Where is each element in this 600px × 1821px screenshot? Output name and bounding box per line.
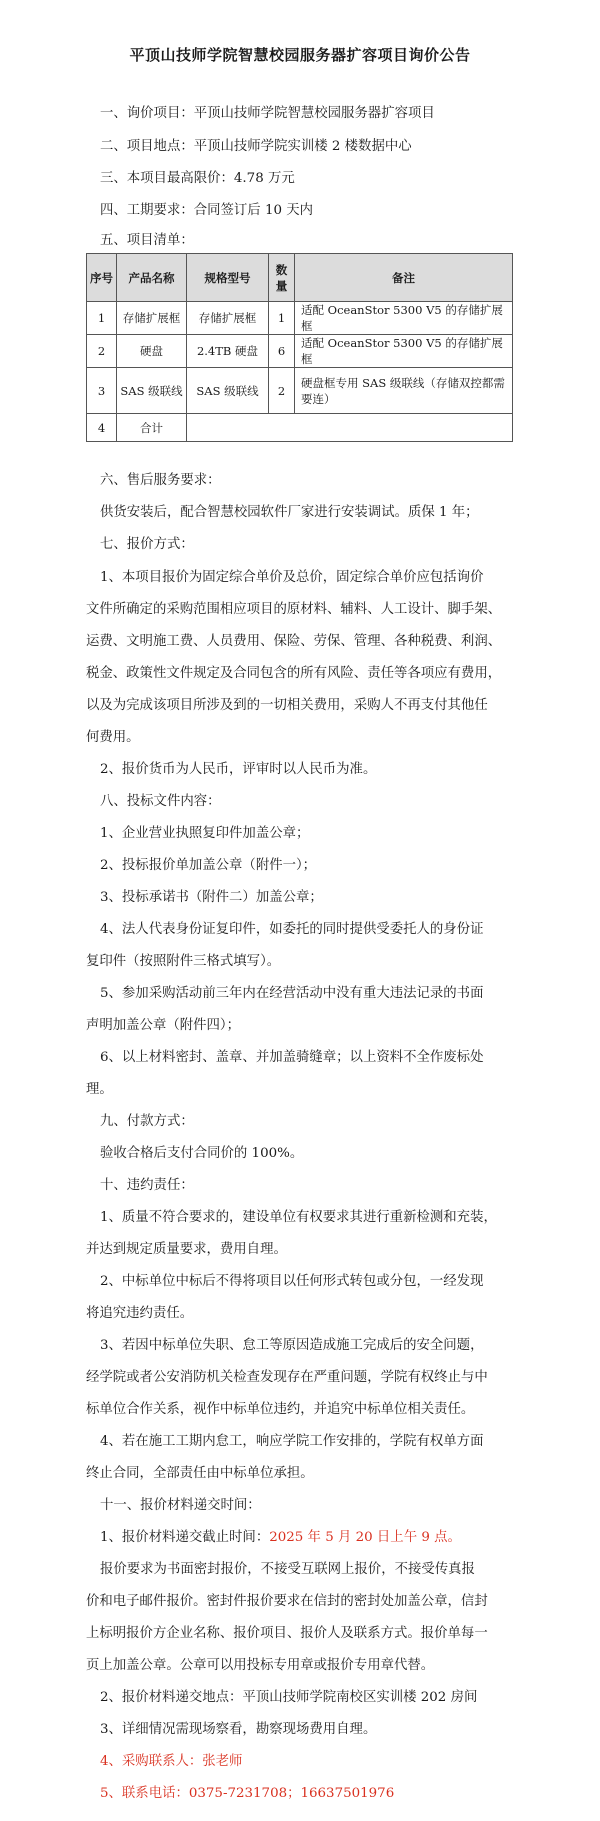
cell-total-value bbox=[187, 414, 513, 442]
cell-qty: 2 bbox=[269, 368, 295, 414]
cell-note: 硬盘框专用 SAS 级联线（存储双控都需要连） bbox=[295, 368, 513, 414]
cell-no: 3 bbox=[87, 368, 117, 414]
submission-requirement-line: 页上加盖公章。公章可以用投标专用章或报价专用章代替。 bbox=[86, 1658, 435, 1673]
bid-doc-1: 1、企业营业执照复印件加盖公章； bbox=[100, 826, 310, 841]
cell-spec: 存储扩展框 bbox=[187, 302, 269, 335]
liability-2-line: 将追究违约责任。 bbox=[86, 1306, 194, 1321]
liability-1-line: 1、质量不符合要求的，建设单位有权要求其进行重新检测和充装， bbox=[100, 1210, 497, 1225]
quote-method-2: 2、报价货币为人民币，评审时以人民币为准。 bbox=[100, 762, 377, 777]
bid-doc-3: 3、投标承诺书（附件二）加盖公章； bbox=[100, 890, 323, 905]
cell-qty: 6 bbox=[269, 335, 295, 368]
item-table bbox=[86, 253, 513, 442]
liability-4-line: 终止合同，全部责任由中标单位承担。 bbox=[86, 1466, 314, 1481]
table-row bbox=[87, 335, 513, 368]
contact-phone: 5、联系电话：0375-7231708；16637501976 bbox=[100, 1786, 395, 1801]
section-payment: 九、付款方式： bbox=[100, 1114, 194, 1129]
cell-spec: SAS 级联线 bbox=[187, 368, 269, 414]
deadline-label: 1、报价材料递交截止时间： bbox=[100, 1530, 270, 1545]
cell-name: 存储扩展框 bbox=[117, 302, 187, 335]
section-location: 二、项目地点：平顶山技师学院实训楼 2 楼数据中心 bbox=[100, 139, 412, 154]
bid-doc-6-line: 6、以上材料密封、盖章、并加盖骑缝章；以上资料不全作废标处 bbox=[100, 1050, 484, 1065]
section-item-list: 五、项目清单： bbox=[100, 233, 194, 248]
bid-doc-4-line: 4、法人代表身份证复印件，如委托的同时提供受委托人的身份证 bbox=[100, 922, 484, 937]
bid-doc-6-line: 理。 bbox=[86, 1082, 113, 1097]
cell-note: 适配 OceanStor 5300 V5 的存储扩展框 bbox=[295, 302, 513, 335]
section-liability: 十、违约责任： bbox=[100, 1178, 194, 1193]
cell-no: 2 bbox=[87, 335, 117, 368]
payment-text: 验收合格后支付合同价的 100%。 bbox=[100, 1146, 304, 1161]
site-survey-note: 3、详细情况需现场察看，勘察现场费用自理。 bbox=[100, 1722, 377, 1737]
bid-doc-5-line: 5、参加采购活动前三年内在经营活动中没有重大违法记录的书面 bbox=[100, 986, 484, 1001]
submission-requirement-line: 上标明报价方企业名称、报价项目、报价人及联系方式。报价单每一 bbox=[86, 1626, 488, 1641]
cell-name: 合计 bbox=[117, 414, 187, 442]
cell-no: 1 bbox=[87, 302, 117, 335]
table-row bbox=[87, 414, 513, 442]
cell-qty: 1 bbox=[269, 302, 295, 335]
liability-3-line: 3、若因中标单位失职、怠工等原因造成施工完成后的安全问题， bbox=[100, 1338, 484, 1353]
liability-1-line: 并达到规定质量要求，费用自理。 bbox=[86, 1242, 287, 1257]
deadline-value: 2025 年 5 月 20 日上午 9 点。 bbox=[269, 1530, 461, 1545]
cell-name: 硬盘 bbox=[117, 335, 187, 368]
bid-doc-4-line: 复印件（按照附件三格式填写）。 bbox=[86, 954, 281, 969]
contact-person: 4、采购联系人：张老师 bbox=[100, 1754, 243, 1769]
quote-method-1-line: 何费用。 bbox=[86, 730, 140, 745]
quote-method-1-line: 1、本项目报价为固定综合单价及总价，固定综合单价应包括询价 bbox=[100, 570, 484, 585]
header-spec: 规格型号 bbox=[187, 254, 269, 302]
cell-spec: 2.4TB 硬盘 bbox=[187, 335, 269, 368]
liability-3-line: 经学院或者公安消防机关检查发现存在严重问题，学院有权终止与中 bbox=[86, 1370, 488, 1385]
after-sales-text: 供货安装后，配合智慧校园软件厂家进行安装调试。质保 1 年； bbox=[100, 505, 479, 520]
cell-note: 适配 OceanStor 5300 V5 的存储扩展框 bbox=[295, 335, 513, 368]
cell-no: 4 bbox=[87, 414, 117, 442]
liability-3-line: 标单位合作关系，视作中标单位违约，并追究中标单位相关责任。 bbox=[86, 1402, 475, 1417]
table-header-row bbox=[87, 254, 513, 302]
section-quote-method: 七、报价方式： bbox=[100, 537, 194, 552]
bid-doc-5-line: 声明加盖公章（附件四）； bbox=[86, 1018, 240, 1033]
quote-method-1-line: 运费、文明施工费、人员费用、保险、劳保、管理、各种税费、利润、 bbox=[86, 634, 502, 649]
header-no: 序号 bbox=[87, 254, 117, 302]
header-name: 产品名称 bbox=[117, 254, 187, 302]
quote-method-1-line: 税金、政策性文件规定及合同包含的所有风险、责任等各项应有费用， bbox=[86, 666, 502, 681]
header-qty: 数量 bbox=[269, 254, 295, 302]
liability-4-line: 4、若在施工工期内怠工，响应学院工作安排的，学院有权单方面 bbox=[100, 1434, 484, 1449]
section-submission: 十一、报价材料递交时间： bbox=[100, 1498, 261, 1513]
table-row bbox=[87, 368, 513, 414]
section-bid-documents: 八、投标文件内容： bbox=[100, 794, 221, 809]
quote-method-1-line: 以及为完成该项目所涉及到的一切相关费用，采购人不再支付其他任 bbox=[86, 698, 488, 713]
section-after-sales: 六、售后服务要求： bbox=[100, 473, 221, 488]
submission-location: 2、报价材料递交地点：平顶山技师学院南校区实训楼 202 房间 bbox=[100, 1690, 478, 1705]
submission-requirement-line: 报价要求为书面密封报价，不接受互联网上报价，不接受传真报 bbox=[100, 1562, 475, 1577]
section-schedule: 四、工期要求：合同签订后 10 天内 bbox=[100, 203, 314, 218]
submission-deadline bbox=[100, 1526, 461, 1545]
bid-doc-2: 2、投标报价单加盖公章（附件一）； bbox=[100, 858, 317, 873]
table-row bbox=[87, 302, 513, 335]
page-title: 平顶山技师学院智慧校园服务器扩容项目询价公告 bbox=[129, 46, 471, 64]
liability-2-line: 2、中标单位中标后不得将项目以任何形式转包或分包，一经发现 bbox=[100, 1274, 484, 1289]
cell-name: SAS 级联线 bbox=[117, 368, 187, 414]
header-note: 备注 bbox=[295, 254, 513, 302]
submission-requirement-line: 价和电子邮件报价。密封件报价要求在信封的密封处加盖公章，信封 bbox=[86, 1594, 488, 1609]
quote-method-1-line: 文件所确定的采购范围相应项目的原材料、辅料、人工设计、脚手架、 bbox=[86, 602, 502, 617]
section-inquiry-project: 一、询价项目：平顶山技师学院智慧校园服务器扩容项目 bbox=[100, 106, 435, 121]
section-max-price: 三、本项目最高限价：4.78 万元 bbox=[100, 171, 295, 186]
